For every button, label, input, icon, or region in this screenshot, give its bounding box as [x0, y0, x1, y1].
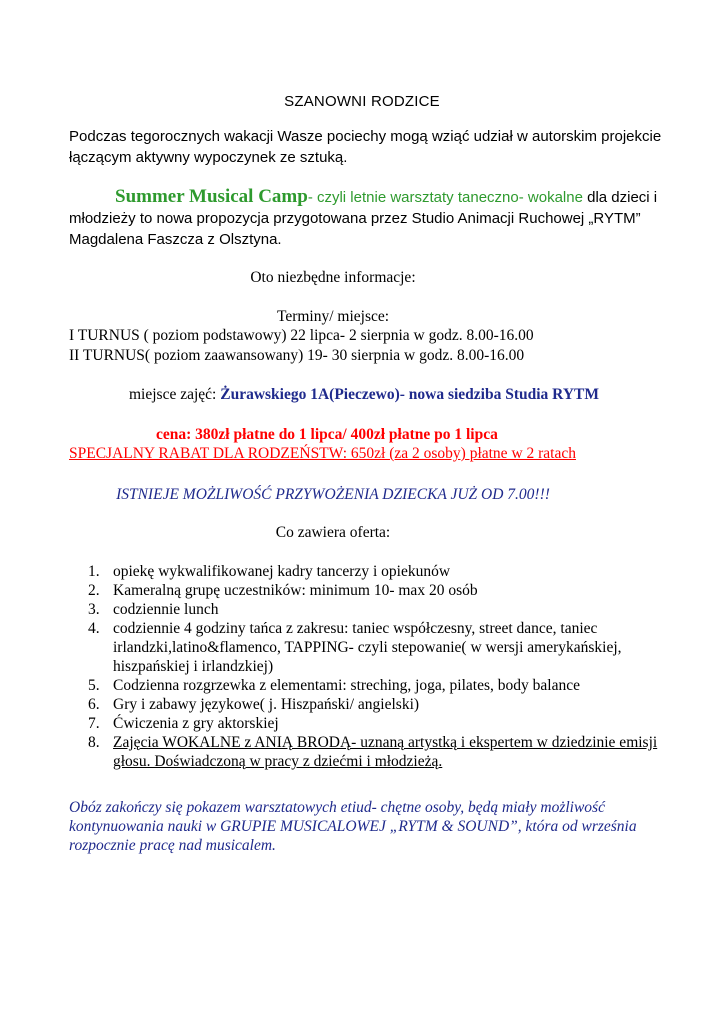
camp-subtitle: - czyli letnie warsztaty taneczno- wokalne: [307, 189, 583, 206]
list-item-number: 6.: [88, 696, 100, 713]
sibling-discount: SPECJALNY RABAT DLA RODZEŃSTW: 650zł (za 2 osoby) płatne w 2 ratach: [69, 445, 576, 462]
camp-paragraph: [69, 186, 669, 250]
list-item-text: Ćwiczenia z gry aktorskiej: [113, 715, 279, 732]
camp-description: dla dzieci i młodzieży to nowa propozycja przygotowana przez Studio Animacji Ruchowej „RYTM” Magdalena Faszcza z Olsztyna.: [69, 189, 658, 248]
place-label: miejsce zajęć:: [129, 386, 221, 403]
list-item-text: codziennie lunch: [113, 601, 219, 618]
offer-list: [88, 562, 658, 771]
list-item: [88, 714, 658, 733]
place-value: Żurawskiego 1A(Pieczewo)- nowa siedziba Studia RYTM: [220, 386, 599, 403]
price-line: cena: 380zł płatne do 1 lipca/ 400zł płatne po 1 lipca: [156, 426, 498, 443]
list-item: [88, 676, 658, 695]
list-item: [88, 562, 658, 581]
list-item-text: Gry i zabawy językowe( j. Hiszpański/ angielski): [113, 696, 420, 713]
list-item: [88, 600, 658, 619]
list-item-number: 5.: [88, 677, 100, 694]
list-item-number: 4.: [88, 620, 100, 637]
list-item-text: Kameralną grupę uczestników: minimum 10- max 20 osób: [113, 582, 478, 599]
list-item-number: 1.: [88, 563, 100, 580]
intro-paragraph: Podczas tegorocznych wakacji Wasze pociechy mogą wziąć udział w autorskim projekcie łączącym aktywny wypoczynek ze sztuką.: [69, 128, 662, 166]
list-item: [88, 733, 658, 771]
list-item: [88, 695, 658, 714]
camp-title: Summer Musical Camp: [115, 186, 308, 207]
offer-label: Co zawiera oferta:: [275, 524, 391, 541]
info-label: Oto niezbędne informacje:: [250, 269, 416, 286]
closing-paragraph: Obóz zakończy się pokazem warsztatowych etiud- chętne osoby, będą miały możliwość kontynuowania nauki w GRUPIE MUSICALOWEJ „RYTM & SOUND”, która od września rozpocznie pracę nad musicalem.: [69, 799, 637, 854]
turnus-2: II TURNUS( poziom zaawansowany) 19- 30 sierpnia w godz. 8.00-16.00: [69, 347, 525, 364]
list-item-number: 7.: [88, 715, 100, 732]
page-heading: SZANOWNI RODZICE: [284, 93, 440, 110]
place-line: [129, 385, 599, 404]
list-item-text: opiekę wykwalifikowanej kadry tancerzy i opiekunów: [113, 563, 451, 580]
list-item-number: 2.: [88, 582, 100, 599]
list-item-text: codziennie 4 godziny tańca z zakresu: taniec współczesny, street dance, taniec irlandzki,latino&flamenco, TAPPING- czyli stepowanie( w wersji amerykańskiej, hiszpańskiej i irlandzkiej): [113, 620, 622, 675]
terms-label: Terminy/ miejsce:: [276, 308, 390, 325]
list-item-number: 3.: [88, 601, 100, 618]
list-item-text: Zajęcia WOKALNE z ANIĄ BRODĄ- uznaną artystką i ekspertem w dziedzinie emisji głosu. Doświadczoną w pracy z dziećmi i młodzieżą.: [113, 734, 658, 770]
early-dropoff-notice: ISTNIEJE MOŻLIWOŚĆ PRZYWOŻENIA DZIECKA JUŻ OD 7.00!!!: [116, 486, 550, 503]
list-item: [88, 619, 658, 676]
list-item-text: Codzienna rozgrzewka z elementami: streching, joga, pilates, body balance: [113, 677, 580, 694]
list-item-number: 8.: [88, 734, 100, 751]
turnus-1: I TURNUS ( poziom podstawowy) 22 lipca- 2 sierpnia w godz. 8.00-16.00: [69, 327, 534, 344]
list-item: [88, 581, 658, 600]
